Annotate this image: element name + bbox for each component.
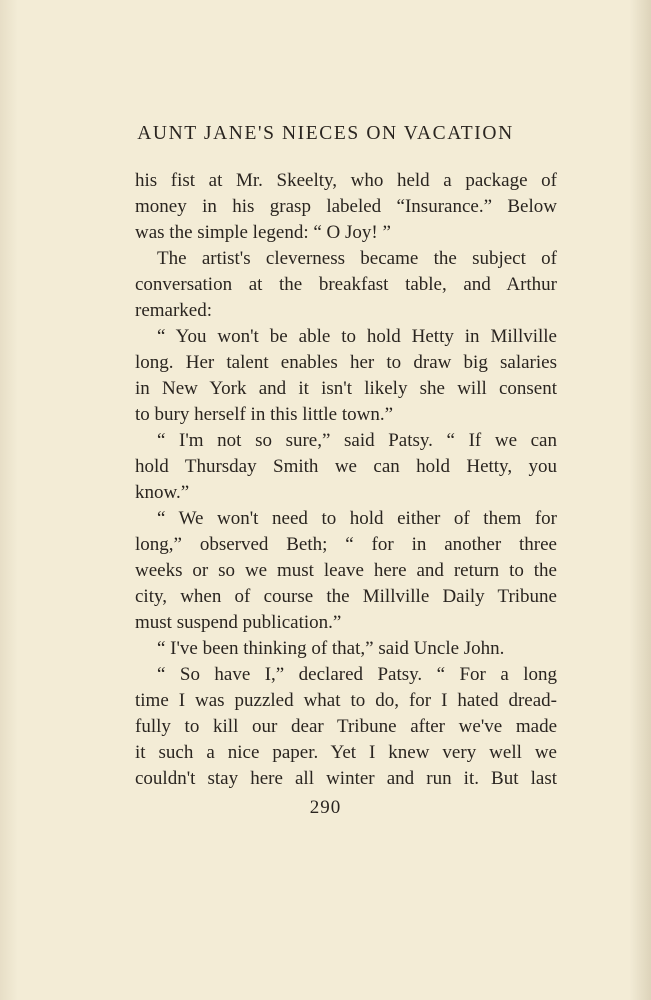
page-number: 290 bbox=[309, 797, 342, 818]
text-line: “ You won't be able to hold Hetty in Millville bbox=[157, 326, 557, 347]
text-line: his fist at Mr. Skeelty, who held a package of bbox=[135, 170, 557, 191]
text-line: time I was puzzled what to do, for I hated dread- bbox=[135, 690, 557, 711]
text-line: was the simple legend: “ O Joy! ” bbox=[135, 222, 391, 243]
text-line: “ I've been thinking of that,” said Uncle John. bbox=[157, 638, 505, 659]
text-line: “ We won't need to hold either of them for bbox=[157, 508, 557, 529]
text-line: in New York and it isn't likely she will consent bbox=[135, 378, 557, 399]
text-line: city, when of course the Millville Daily Tribune bbox=[135, 586, 557, 607]
body-text bbox=[135, 168, 557, 792]
text-line: must suspend publication.” bbox=[135, 612, 342, 633]
text-line: to bury herself in this little town.” bbox=[135, 404, 394, 425]
text-line: money in his grasp labeled “Insurance.” Below bbox=[135, 196, 557, 217]
text-line: “ So have I,” declared Patsy. “ For a long bbox=[157, 664, 557, 685]
text-line: it such a nice paper. Yet I knew very well we bbox=[135, 742, 557, 763]
text-line: long,” observed Beth; “ for in another three bbox=[135, 534, 557, 555]
text-line: know.” bbox=[135, 482, 190, 503]
running-head: AUNT JANE'S NIECES ON VACATION bbox=[137, 123, 514, 144]
text-line: fully to kill our dear Tribune after we've made bbox=[135, 716, 557, 737]
text-line: remarked: bbox=[135, 300, 213, 321]
text-line: couldn't stay here all winter and run it. But last bbox=[135, 768, 557, 789]
text-line: conversation at the breakfast table, and Arthur bbox=[135, 274, 557, 295]
text-line: weeks or so we must leave here and return to the bbox=[135, 560, 557, 581]
text-line: The artist's cleverness became the subject of bbox=[157, 248, 557, 269]
text-line: “ I'm not so sure,” said Patsy. “ If we can bbox=[157, 430, 557, 451]
text-line: long. Her talent enables her to draw big salaries bbox=[135, 352, 557, 373]
text-line: hold Thursday Smith we can hold Hetty, you bbox=[135, 456, 557, 477]
